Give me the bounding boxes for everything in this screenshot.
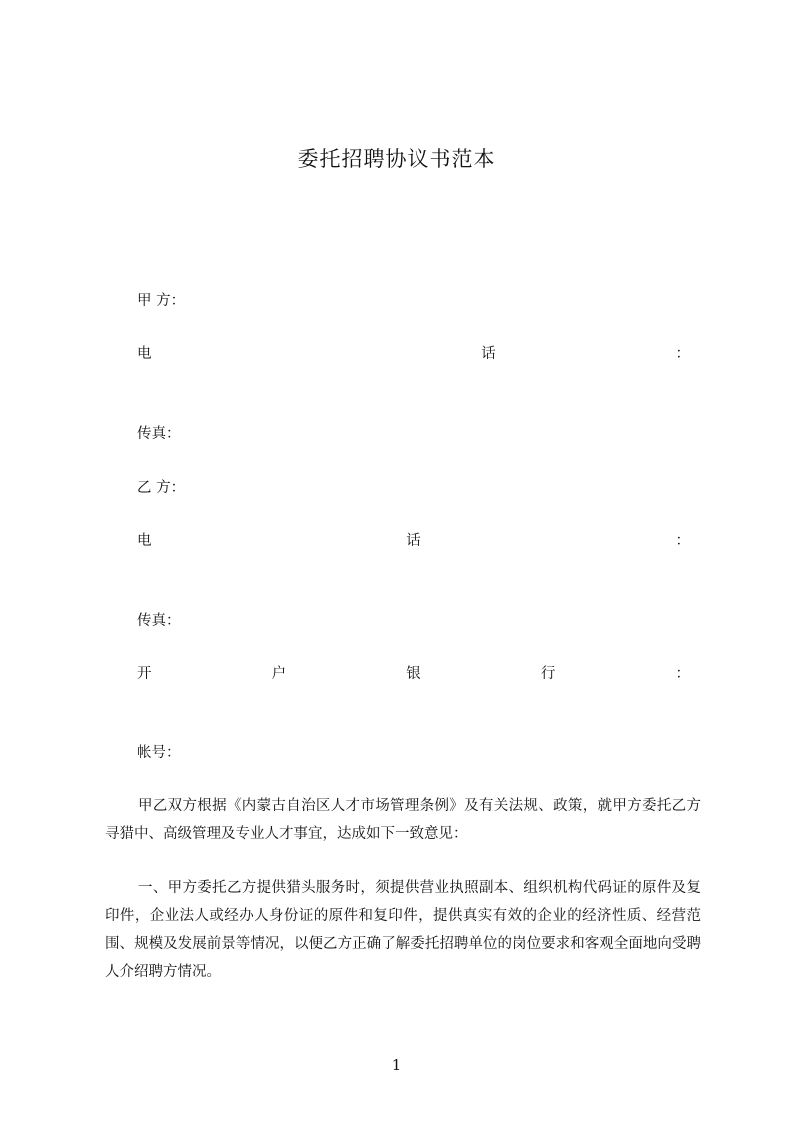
party-a-phone-char-1: 电: [137, 346, 152, 362]
party-b-phone-line: [137, 531, 690, 551]
page-number: 1: [391, 1056, 402, 1074]
party-b-fax: 传真：: [137, 613, 181, 629]
party-b-bank-char-1: 开: [137, 666, 152, 682]
party-a-phone-line: [137, 344, 690, 364]
party-b-bank-char-2: 户: [271, 666, 287, 682]
party-b-bank-char-3: 银: [406, 666, 421, 682]
preamble-paragraph: 甲乙双方根据《内蒙古自治区人才市场管理条例》及有关法规、政策，就甲方委托乙方寻猎中、高级管理及专业人才事宜，达成如下一致意见：: [105, 798, 701, 842]
party-b-bank-char-5: ：: [675, 666, 690, 682]
party-a-phone-char-2: 话: [481, 346, 496, 362]
party-a-phone-char-3: ：: [675, 346, 690, 362]
party-b-phone-char-2: 话: [406, 533, 421, 549]
party-b-phone-char-3: ：: [675, 533, 690, 549]
party-b-phone-char-1: 电: [137, 533, 152, 549]
party-b-label: 乙 方：: [137, 480, 186, 496]
party-a-label: 甲 方：: [137, 293, 186, 309]
party-b-bank-char-4: 行: [540, 666, 556, 682]
party-a-fax: 传真：: [137, 426, 181, 442]
party-b-bank-line: [137, 664, 690, 684]
document-title: 委托招聘协议书范本: [297, 147, 496, 171]
clause-1-paragraph: 一、甲方委托乙方提供猎头服务时，须提供营业执照副本、组织机构代码证的原件及复印件，企业法人或经办人身份证的原件和复印件，提供真实有效的企业的经济性质、经营范围、规模及发展前景等情况，以便乙方正确了解委托招聘单位的岗位要求和客观全面地向受聘人介绍聘方情况。: [105, 880, 701, 980]
party-b-account: 帐号：: [137, 745, 181, 761]
